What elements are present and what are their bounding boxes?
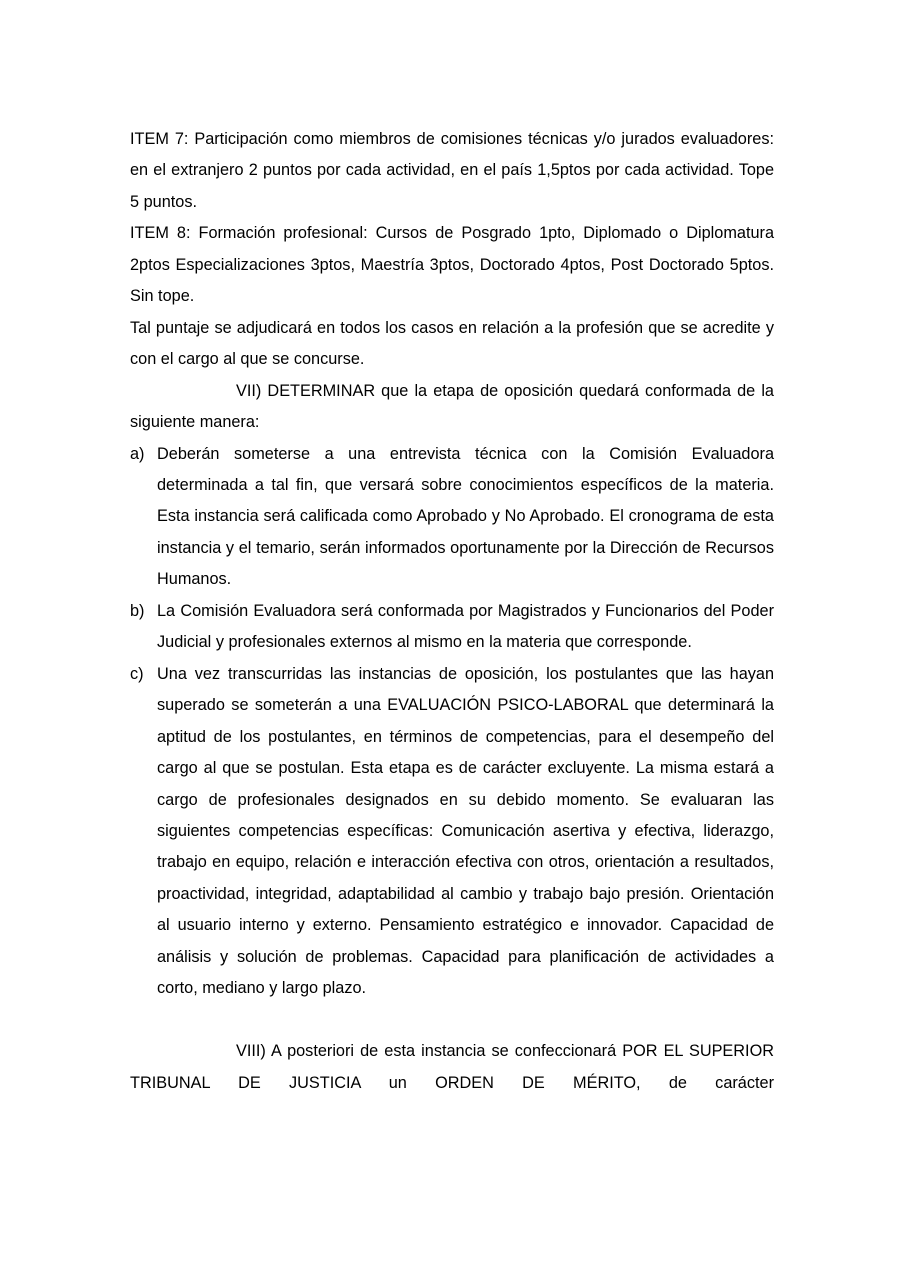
list-label: c): [130, 664, 144, 683]
paragraph-vii: VII) DETERMINAR que la etapa de oposición quedará conformada de la siguiente manera:: [130, 381, 774, 432]
list-item: [130, 596, 774, 659]
list-label: b): [130, 601, 145, 620]
paragraph-item-7: ITEM 7: Participación como miembros de comisiones técnicas y/o jurados evaluadores: en el extranjero 2 puntos por cada actividad, en el país 1,5ptos por cada actividad. Tope 5 puntos.: [130, 130, 774, 211]
list-text: Deberán someterse a una entrevista técnica con la Comisión Evaluadora determinada a tal fin, que versará sobre conocimientos específicos de la materia. Esta instancia será calificada como Aprobado y No Aprobado. El cronograma de esta instancia y el temario, serán informados oportunamente por la Dirección de Recursos Humanos.: [157, 444, 774, 589]
paragraph-viii: VIII) A posteriori de esta instancia se confeccionará POR EL SUPERIOR TRIBUNAL DE JUSTICIA un ORDEN DE MÉRITO, de carácter: [130, 1042, 774, 1092]
paragraph-item-8: ITEM 8: Formación profesional: Cursos de Posgrado 1pto, Diplomado o Diplomatura 2ptos Especializaciones 3ptos, Maestría 3ptos, Doctorado 4ptos, Post Doctorado 5ptos. Sin tope.: [130, 224, 774, 306]
list-text: La Comisión Evaluadora será conformada por Magistrados y Funcionarios del Poder Judicial y profesionales externos al mismo en la materia que corresponde.: [157, 601, 774, 652]
list-item: [130, 659, 774, 1005]
document-page: [130, 124, 774, 1099]
list-label: a): [130, 444, 145, 463]
paragraph-puntaje: Tal puntaje se adjudicará en todos los casos en relación a la profesión que se acredite y con el cargo al que se concurse.: [130, 318, 774, 369]
list-item: [130, 439, 774, 596]
list-text: Una vez transcurridas las instancias de oposición, los postulantes que las hayan superado se someterán a una EVALUACIÓN PSICO-LABORAL que determinará la aptitud de los postulantes, en términos de competencias, para el desempeño del cargo al que se postulan. Esta etapa es de carácter excluyente. La misma estará a cargo de profesionales designados en su debido momento. Se evaluaran las siguientes competencias específicas: Comunicación asertiva y efectiva, liderazgo, trabajo en equipo, relación e interacción efectiva con otros, orientación a resultados, proactividad, integridad, adaptabilidad al cambio y trabajo bajo presión. Orientación al usuario interno y externo. Pensamiento estratégico e innovador. Capacidad de análisis y solución de problemas. Capacidad para planificación de actividades a corto, mediano y largo plazo.: [157, 664, 774, 998]
blank-line: [130, 1005, 774, 1036]
